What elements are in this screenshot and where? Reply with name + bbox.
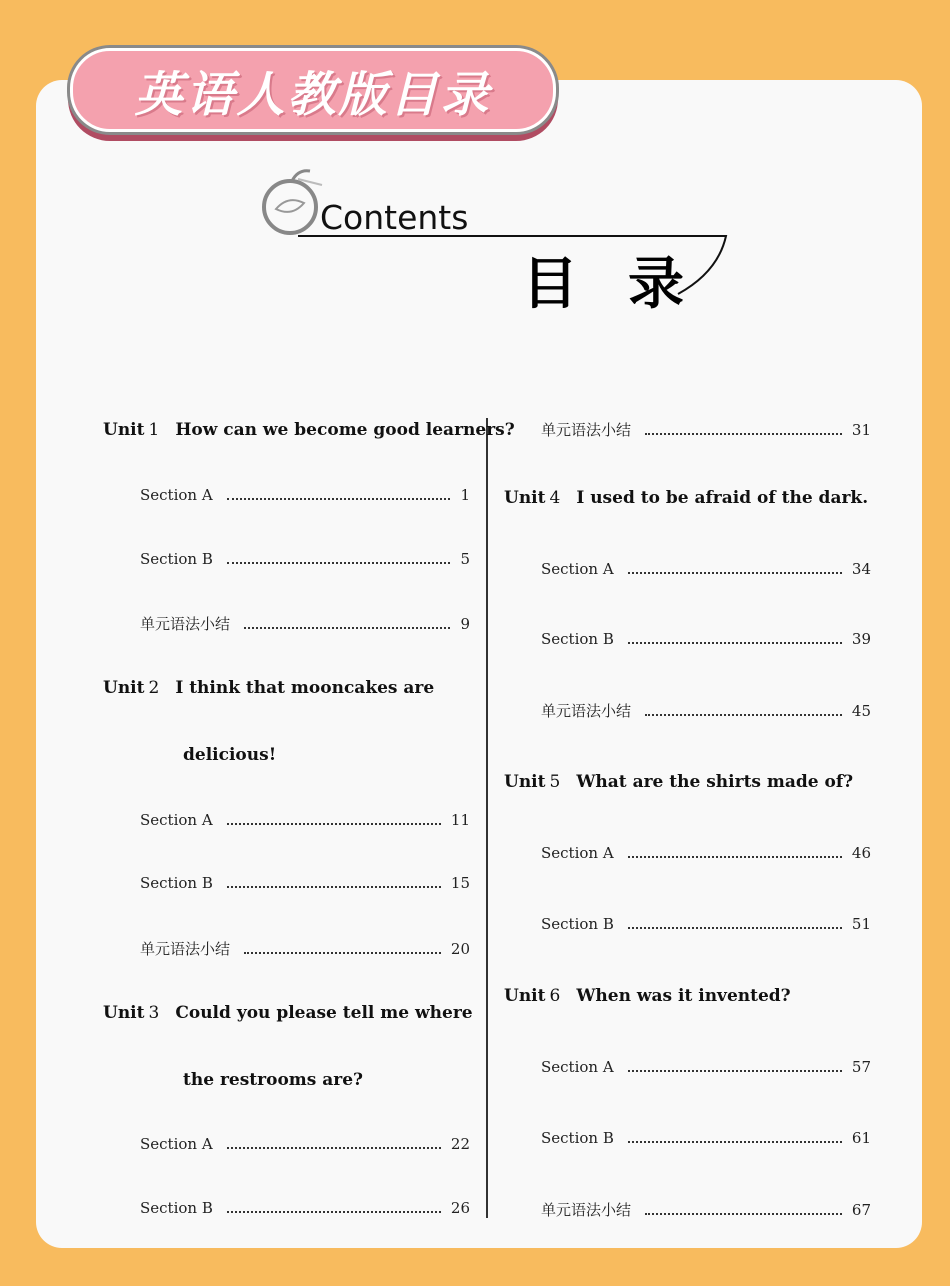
unit-title: When was it invented? [576,986,791,1006]
unit-6-heading[interactable] [504,986,791,1006]
unit-title: Could you please tell me where [175,1003,473,1023]
unit-5-heading[interactable] [504,772,853,792]
unit-number: 2 [148,678,160,698]
unit-label: Unit [504,488,546,508]
toc-entry[interactable]: Section B 61 [541,1129,871,1147]
unit-3-heading[interactable] [103,1003,473,1023]
page-number: 51 [851,915,871,933]
toc-entry[interactable]: Section A 46 [541,844,871,862]
toc-entry[interactable]: Section B 51 [541,915,871,933]
unit-label: Unit [103,678,145,698]
unit-label: Unit [504,986,546,1006]
page-number: 39 [851,630,871,648]
page-number: 31 [851,421,871,439]
toc-entry[interactable]: 单元语法小结 67 [541,1201,871,1219]
contents-heading: Contents [320,198,469,237]
unit-title: I think that mooncakes are [175,678,435,698]
toc-entry[interactable]: 单元语法小结 31 [541,421,871,439]
unit-label: Unit [103,420,145,440]
column-divider [486,418,488,1218]
page-number: 11 [450,811,470,829]
page-number: 61 [851,1129,871,1147]
page-number: 1 [460,486,470,504]
unit-number: 1 [148,420,160,440]
toc-entry[interactable]: 单元语法小结 20 [140,940,470,958]
toc-entry[interactable]: 单元语法小结 9 [140,615,470,633]
toc-entry[interactable]: Section A 34 [541,560,871,578]
page-number: 22 [450,1135,470,1153]
toc-entry[interactable]: 单元语法小结 45 [541,702,871,720]
page-number: 5 [460,550,470,568]
toc-entry[interactable]: Section B 5 [140,550,470,568]
unit-title: How can we become good learners? [175,420,515,440]
toc-entry[interactable]: Section A 1 [140,486,470,504]
unit-number: 3 [148,1003,160,1023]
unit-number: 6 [549,986,561,1006]
toc-entry[interactable]: Section A 57 [541,1058,871,1076]
page-number: 46 [851,844,871,862]
page-number: 26 [450,1199,470,1217]
unit-number: 5 [549,772,561,792]
banner-title: 英语人教版目录 [134,66,492,123]
unit-4-heading[interactable] [504,488,868,508]
unit-number: 4 [549,488,561,508]
toc-entry[interactable]: Section B 15 [140,874,470,892]
unit-label: Unit [504,772,546,792]
toc-entry[interactable]: Section B 26 [140,1199,470,1217]
page-number: 15 [450,874,470,892]
page-number: 9 [460,615,470,633]
unit-3-title-cont: the restrooms are? [183,1070,364,1090]
page-number: 34 [851,560,871,578]
page-number: 45 [851,702,871,720]
unit-title: I used to be afraid of the dark. [576,488,869,508]
page-number: 20 [450,940,470,958]
toc-entry[interactable]: Section B 39 [541,630,871,648]
mulu-heading: 目录 [522,252,734,317]
apple-logo-icon [258,165,328,240]
unit-label: Unit [103,1003,145,1023]
unit-2-title-cont: delicious! [183,745,277,765]
page-number: 67 [851,1201,871,1219]
title-banner [70,48,556,132]
unit-2-heading[interactable] [103,678,434,698]
page-number: 57 [851,1058,871,1076]
unit-1-heading[interactable] [103,420,515,440]
unit-title: What are the shirts made of? [576,772,854,792]
toc-entry[interactable]: Section A 22 [140,1135,470,1153]
toc-entry[interactable]: Section A 11 [140,811,470,829]
